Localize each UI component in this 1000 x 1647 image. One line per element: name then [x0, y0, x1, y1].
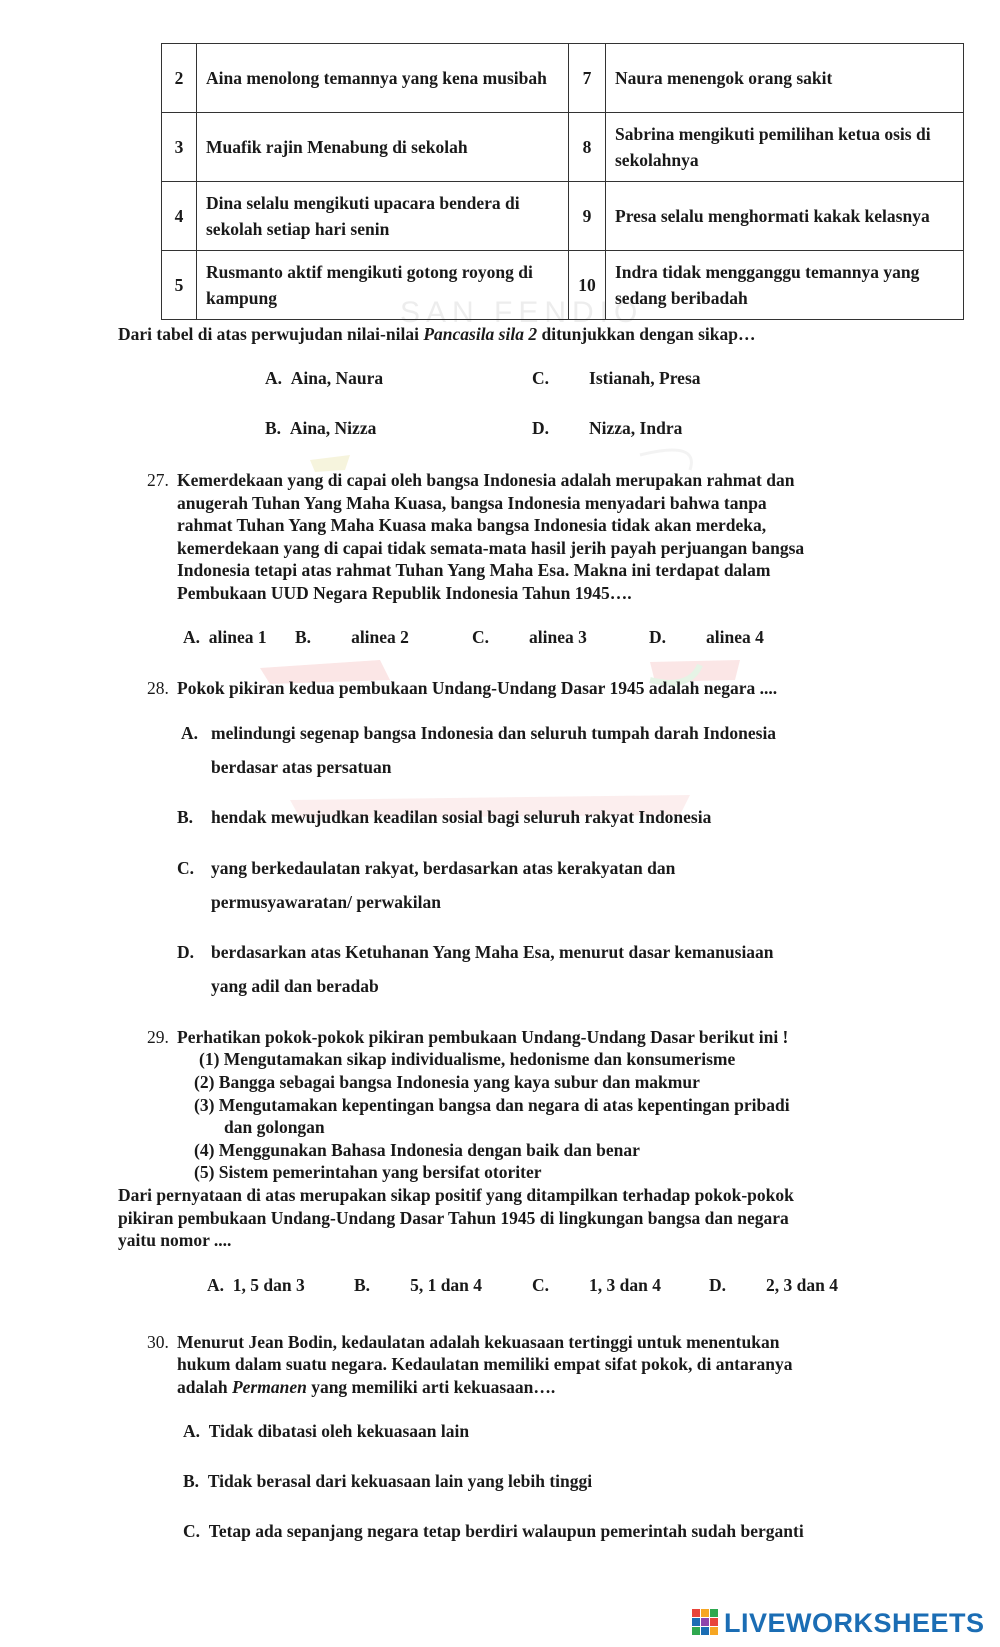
- table-cell-number: 3: [162, 113, 197, 182]
- q29-item-3: (3) Mengutamakan kepentingan bangsa dan negara di atas kepentingan pribadi: [194, 1095, 790, 1115]
- q28-option-d-line1: berdasarkan atas Ketuhanan Yang Maha Esa, menurut dasar kemanusiaan: [211, 942, 774, 962]
- q29-stem: Perhatikan pokok-pokok pikiran pembukaan Undang-Undang Dasar berikut ini !: [177, 1027, 789, 1047]
- q30-stem-line1: Menurut Jean Bodin, kedaulatan adalah kekuasaan tertinggi untuk menentukan: [177, 1332, 780, 1352]
- q30-line3-suffix: yang memiliki arti kekuasaan….: [306, 1377, 556, 1397]
- q27-option-b[interactable]: B. alinea 2: [295, 627, 409, 647]
- q28-option-d-line2: yang adil dan beradab: [211, 976, 379, 996]
- q27-option-c[interactable]: C. alinea 3: [472, 627, 587, 647]
- q29-item-4: (4) Menggunakan Bahasa Indonesia dengan baik dan benar: [194, 1140, 640, 1160]
- q28-stem: Pokok pikiran kedua pembukaan Undang-Undang Dasar 1945 adalah negara ....: [177, 678, 778, 698]
- q29-option-b[interactable]: B. 5, 1 dan 4: [354, 1275, 483, 1295]
- activity-table: [161, 43, 964, 320]
- table-cell-number: 5: [162, 251, 197, 320]
- q26-option-a[interactable]: A. Aina, Naura: [265, 368, 384, 388]
- q30-stem-line3: [177, 1377, 555, 1398]
- q29-closing-1: Dari pernyataan di atas merupakan sikap positif yang ditampilkan terhadap pokok-pokok: [118, 1185, 794, 1205]
- q27-stem-line: rahmat Tuhan Yang Maha Kuasa maka bangsa Indonesia tidak akan merdeka,: [177, 515, 767, 536]
- q27-stem-line: Pembukaan UUD Negara Republik Indonesia Tahun 1945….: [177, 582, 632, 603]
- q28-number: 28.: [147, 678, 169, 698]
- q28-option-a-line2: berdasar atas persatuan: [211, 757, 392, 777]
- table-cell-text: Aina menolong temannya yang kena musibah: [197, 44, 569, 113]
- q27-stem-line: kemerdekaan yang di capai tidak semata-mata hasil jerih payah perjuangan bangsa: [177, 537, 805, 558]
- q26-option-d[interactable]: D. Nizza, Indra: [532, 418, 683, 438]
- table-row: [162, 182, 964, 251]
- q27-number: 27.: [147, 470, 169, 490]
- table-cell-text: Presa selalu menghormati kakak kelasnya: [606, 182, 964, 251]
- q28-option-c-line2: permusyawaratan/ perwakilan: [211, 892, 441, 912]
- table-cell-text: Rusmanto aktif mengikuti gotong royong di kampung: [197, 251, 569, 320]
- q27-stem: [177, 469, 804, 605]
- q26-stem-suffix: ditunjukkan dengan sikap…: [537, 324, 756, 344]
- q30-line3-emphasis: Permanen: [231, 1377, 307, 1397]
- table-cell-number: 7: [569, 44, 606, 113]
- q27-stem-line: Indonesia tetapi atas rahmat Tuhan Yang Maha Esa. Makna ini terdapat dalam: [177, 560, 771, 581]
- q27-stem-line: Kemerdekaan yang di capai oleh bangsa Indonesia adalah merupakan rahmat dan: [177, 470, 795, 490]
- q26-stem: [118, 324, 755, 345]
- q28-option-b-line1: hendak mewujudkan keadilan sosial bagi seluruh rakyat Indonesia: [211, 807, 712, 827]
- q29-item-1: (1) Mengutamakan sikap individualisme, hedonisme dan konsumerisme: [199, 1049, 736, 1069]
- q26-option-c[interactable]: C. Istianah, Presa: [532, 368, 701, 388]
- q29-item-5: (5) Sistem pemerintahan yang bersifat otoriter: [194, 1162, 542, 1182]
- q30-stem-line2: hukum dalam suatu negara. Kedaulatan memiliki empat sifat pokok, di antaranya: [177, 1354, 793, 1374]
- table-row: [162, 113, 964, 182]
- q30-line3-prefix: adalah: [177, 1377, 232, 1397]
- q28-option-d-letter: D.: [177, 942, 195, 962]
- table-cell-number: 2: [162, 44, 197, 113]
- q29-number: 29.: [147, 1027, 169, 1047]
- logo-text: LIVEWORKSHEETS: [724, 1607, 985, 1638]
- q30-option-a[interactable]: A. Tidak dibatasi oleh kekuasaan lain: [183, 1421, 470, 1441]
- q26-option-b[interactable]: B. Aina, Nizza: [265, 418, 377, 438]
- q29-option-d[interactable]: D. 2, 3 dan 4: [709, 1275, 838, 1295]
- table-cell-text: Sabrina mengikuti pemilihan ketua osis di sekolahnya: [606, 113, 964, 182]
- q27-option-a[interactable]: A. alinea 1: [183, 627, 267, 647]
- q28-option-c-line1: yang berkedaulatan rakyat, berdasarkan atas kerakyatan dan: [211, 858, 676, 878]
- q28-option-c-letter: C.: [177, 858, 195, 878]
- q30-option-c[interactable]: C. Tetap ada sepanjang negara tetap berdiri walaupun pemerintah sudah berganti: [183, 1521, 804, 1541]
- q26-stem-emphasis: Pancasila sila 2: [423, 324, 538, 344]
- q29-closing-2: pikiran pembukaan Undang-Undang Dasar Tahun 1945 di lingkungan bangsa dan negara: [118, 1208, 789, 1228]
- q28-option-a-letter: A.: [181, 723, 199, 743]
- watermark-text: SAN FENDIO: [400, 296, 644, 329]
- table-cell-text: Naura menengok orang sakit: [606, 44, 964, 113]
- table-cell-number: 8: [569, 113, 606, 182]
- q29-option-c[interactable]: C. 1, 3 dan 4: [532, 1275, 661, 1295]
- q29-item-2: (2) Bangga sebagai bangsa Indonesia yang kaya subur dan makmur: [194, 1072, 700, 1092]
- q26-stem-prefix: Dari tabel di atas perwujudan nilai-nilai: [118, 324, 424, 344]
- table-cell-text: Indra tidak mengganggu temannya yang sedang beribadah: [606, 251, 964, 320]
- table-row: [162, 251, 964, 320]
- liveworksheets-logo[interactable]: [692, 1606, 985, 1640]
- table-cell-number: 9: [569, 182, 606, 251]
- q30-option-b[interactable]: B. Tidak berasal dari kekuasaan lain yang lebih tinggi: [183, 1471, 593, 1491]
- q29-option-a[interactable]: A. 1, 5 dan 3: [207, 1275, 305, 1295]
- q28-option-a-line1: melindungi segenap bangsa Indonesia dan seluruh tumpah darah Indonesia: [211, 723, 777, 743]
- table-cell-number: 4: [162, 182, 197, 251]
- q28-option-b-letter: B.: [177, 807, 194, 827]
- table-cell-text: Dina selalu mengikuti upacara bendera di sekolah setiap hari senin: [197, 182, 569, 251]
- table-cell-number: 10: [569, 251, 606, 320]
- liveworksheets-blocks-icon: [692, 1609, 720, 1637]
- q29-closing-3: yaitu nomor ....: [118, 1230, 232, 1250]
- table-cell-text: Muafik rajin Menabung di sekolah: [197, 113, 569, 182]
- q30-number: 30.: [147, 1332, 169, 1352]
- table-row: [162, 44, 964, 113]
- q29-item-3-cont: dan golongan: [224, 1117, 325, 1137]
- q27-option-d[interactable]: D. alinea 4: [649, 627, 764, 647]
- q27-stem-line: anugerah Tuhan Yang Maha Kuasa, bangsa Indonesia menyadari bahwa tanpa: [177, 492, 767, 513]
